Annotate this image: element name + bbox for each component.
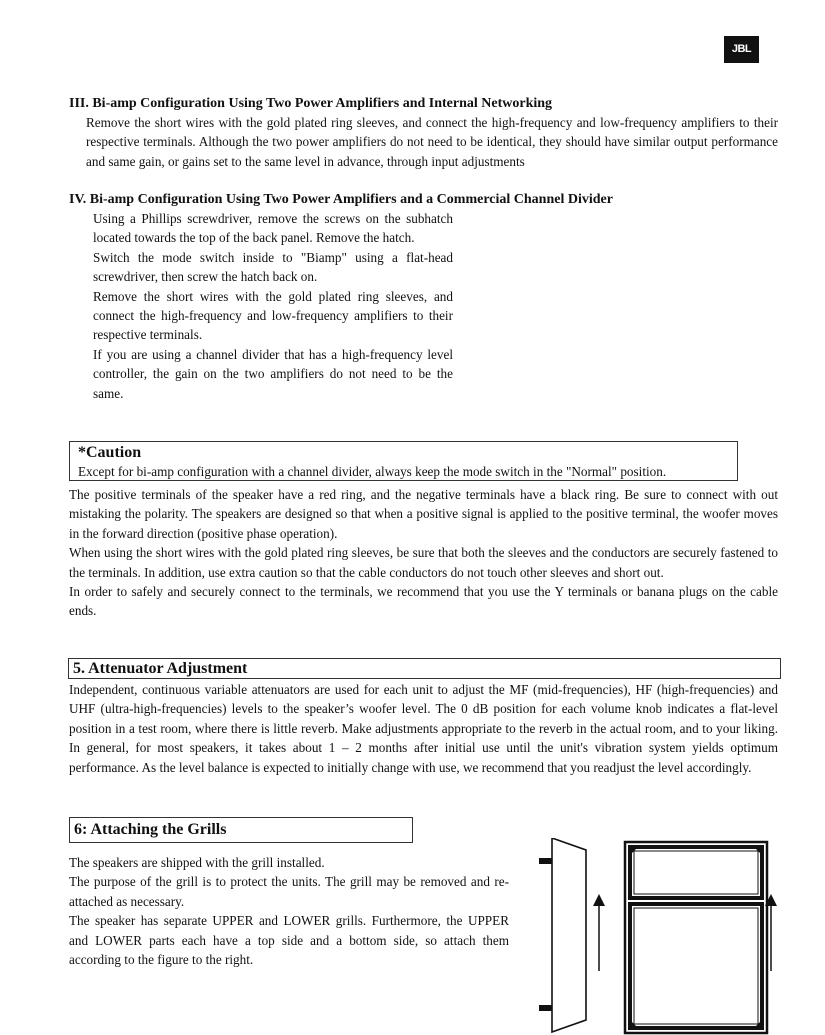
grill-front-view [625,842,767,1033]
caution-box [69,441,738,481]
grill-side-view [539,838,586,1032]
section-3-heading: III. Bi-amp Configuration Using Two Power Amplifiers and Internal Networking [69,96,553,111]
terminals-paragraph-3: In order to safely and securely connect to the terminals, we recommend that you use the Y terminals or banana plugs on the cable ends. [69,584,778,619]
jbl-logo: JBL [724,36,759,63]
grill-attachment-figure [536,838,786,1035]
section-4-heading: IV. Bi-amp Configuration Using Two Power Amplifiers and a Commercial Channel Divider [69,192,613,207]
grill-paragraph-1: The speakers are shipped with the grill installed. [69,855,325,870]
section-5-body: Independent, continuous variable attenuators are used for each unit to adjust the MF (mid-frequencies), HF (high-frequencies) and UHF (ultra-high-frequencies) levels to the speaker’s woofer level. The 0 dB position for each volume knob indicates a flat-level position in a test room, where there is little reverb. Make adjustments appropriate to the reverb in the actual room, and to your liking. In general, for most speakers, it takes about 1 – 2 months after initial use until the unit's vibration system yields optimum performance. As the level balance is expected to initially change with use, we recommend that you readjust the level accordingly. [69,682,778,775]
caution-body: Except for bi-amp configuration with a channel divider, always keep the mode switch in the "Normal" position. [78,464,667,479]
terminals-text [69,485,778,621]
up-arrow-icon [593,894,605,971]
section-5-heading: 5. Attenuator Adjustment [68,658,781,679]
terminals-paragraph-2: When using the short wires with the gold plated ring sleeves, be sure that both the sleeves and the conductors are securely fastened to the terminals. In addition, use extra caution so that the cable conductors do not touch other sleeves and short out. [69,545,778,580]
grill-paragraph-3: The speaker has separate UPPER and LOWER grills. Furthermore, the UPPER and LOWER parts each have a top side and a bottom side, so attach them according to the figure to the right. [69,913,509,968]
step-1: Using a Phillips screwdriver, remove the screws on the subhatch located towards the top of the back panel. Remove the hatch. [93,211,453,246]
step-4: If you are using a channel divider that has a high-frequency level controller, the gain on the two amplifiers do not need to be the same. [93,346,453,401]
section-4-steps [93,209,453,403]
grill-paragraph-2: The purpose of the grill is to protect the units. The grill may be removed and re-attached as necessary. [69,874,509,909]
terminals-paragraph-1: The positive terminals of the speaker have a red ring, and the negative terminals have a black ring. Be sure to connect with out mistaking the polarity. The speakers are designed so that when a positive signal is applied to the positive terminal, the woofer moves in the forward direction (positive phase operation). [69,487,778,541]
step-2: Switch the mode switch inside to "Biamp" using a flat-head screwdriver, then screw the hatch back on. [93,249,453,285]
caution-title: *Caution [78,444,142,461]
section-3-body: Remove the short wires with the gold plated ring sleeves, and connect the high-frequency and low-frequency amplifiers to their respective terminals. Although the two power amplifiers do not need to be identical, they should have similar output performance and same gain, or gains set to the same level in advance, through input adjustments [86,115,778,169]
step-3: Remove the short wires with the gold plated ring sleeves, and connect the high-frequency and low-frequency amplifiers to their respective terminals. [93,288,453,343]
section-6-body [69,853,509,969]
section-6-heading: 6: Attaching the Grills [69,817,413,843]
